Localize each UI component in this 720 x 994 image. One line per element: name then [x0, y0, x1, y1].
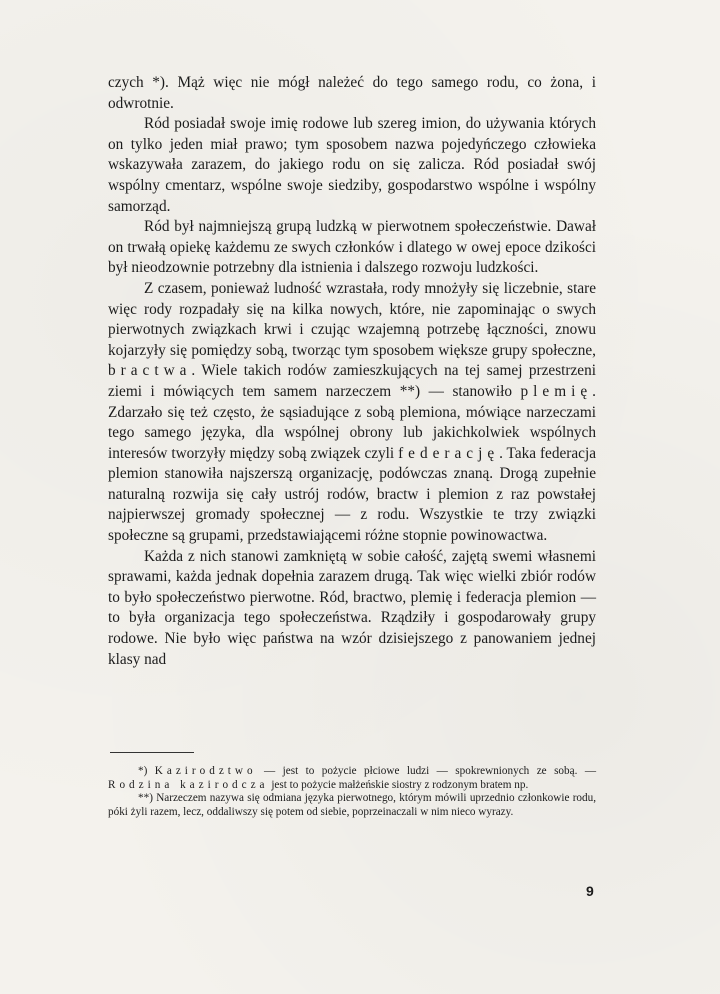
main-text	[108, 73, 596, 670]
paragraph-5: Każda z nich stanowi zamkniętą w sobie całość, zajętą swemi własnemi sprawami, każda jednak dopełnia zarazem drugą. Tak więc wielki zbiór rodów to było społeczeństwo pierwotne. Ród, bractwo, plemię i federacja plemion — to była organizacja tego społeczeństwa. Rządziły i gospodarowały grupy rodowe. Nie było więc państwa na wzór dzisiejszego z panowaniem jednej klasy nad	[108, 547, 596, 668]
paragraph-4-text-c: . Zdarzało się też często, że sąsiadujące z sobą plemiona, mówiące narzeczami tego samego języka, dla wspólnej obrony lub jakichkolwiek wspólnych interesów tworzyły między sobą związek czyli	[108, 382, 596, 462]
footnotes	[108, 765, 596, 819]
footnote-1-text-b: — jest to pożycie płciowe ludzi — spokrewnionych ze sobą. —	[264, 765, 597, 777]
term-federacja: federację	[398, 444, 500, 462]
footnote-term-rodzina-kazirodcza: Rodzina kazirodcza	[108, 778, 269, 791]
footnote-1	[108, 765, 596, 792]
footnote-divider	[110, 752, 194, 753]
paragraph-2: Ród posiadał swoje imię rodowe lub szereg imion, do używania których on tylko jeden miał prawo; tym sposobem nazwa pojedyńczego człowieka wskazywała zarazem, do jakiego rodu on się zalicza. Ród posiadał swój wspólny cmentarz, wspólne swoje siedziby, gospodarstwo wspólne i wspólny samorząd.	[108, 115, 596, 215]
footnote-1-marker: *)	[138, 765, 148, 777]
paragraph-4	[108, 279, 596, 547]
paragraph-4-text-a: Z czasem, ponieważ ludność wzrastała, rody mnożyły się liczebnie, stare więc rody rozpadały się na kilka nowych, które, nie zapominając o swych pierwotnych związkach krwi i czując wzajemną potrzebę łączności, znowu kojarzyły się pomiędzy sobą, tworząc tym sposobem większe grupy społeczne,	[108, 279, 596, 359]
paragraph-1: czych *). Mąż więc nie mógł należeć do tego samego rodu, co żona, i odwrotnie.	[108, 74, 596, 112]
footnote-term-kazirodztwo: Kazirodztwo	[154, 765, 257, 777]
footnote-2: **) Narzeczem nazywa się odmiana języka pierwotnego, którym mówili uprzednio członkowie rodu, póki żyli razem, lecz, oddaliwszy się potem od siebie, poprzeinaczali w nim nieco wyrazy.	[108, 792, 596, 818]
page-number: 9	[586, 883, 594, 899]
paragraph-4-text-b: . Wiele takich rodów zamieszkujących na tej samej przestrzeni ziemi i mówiących tem samem narzeczem **) — stanowiło	[108, 362, 596, 400]
term-plemie: plemię	[520, 382, 593, 400]
term-bractwa: bractwa	[108, 362, 192, 380]
paragraph-3: Ród był najmniejszą grupą ludzką w pierwotnem społeczeństwie. Dawał on trwałą opiekę każdemu ze swych członków i dlatego w owej epoce dzikości był nieodzownie potrzebny dla istnienia i dalszego rozwoju ludzkości.	[108, 218, 596, 277]
paragraph-4-text-d: . Taka federacja plemion stanowiła najszerszą organizację, podówczas znaną. Drogą zupełnie naturalną rozwija się cały ustrój rodów, bractw i plemion z raz powstałej najpierwszej gromady społecznej — z rodu. Wszystkie te trzy związki społeczne są grupami, przedstawiającemi różne stopnie powinowactwa.	[108, 444, 596, 545]
footnote-1-text-c: jest to pożycie małżeńskie siostry z rodzonym bratem np.	[271, 778, 529, 791]
